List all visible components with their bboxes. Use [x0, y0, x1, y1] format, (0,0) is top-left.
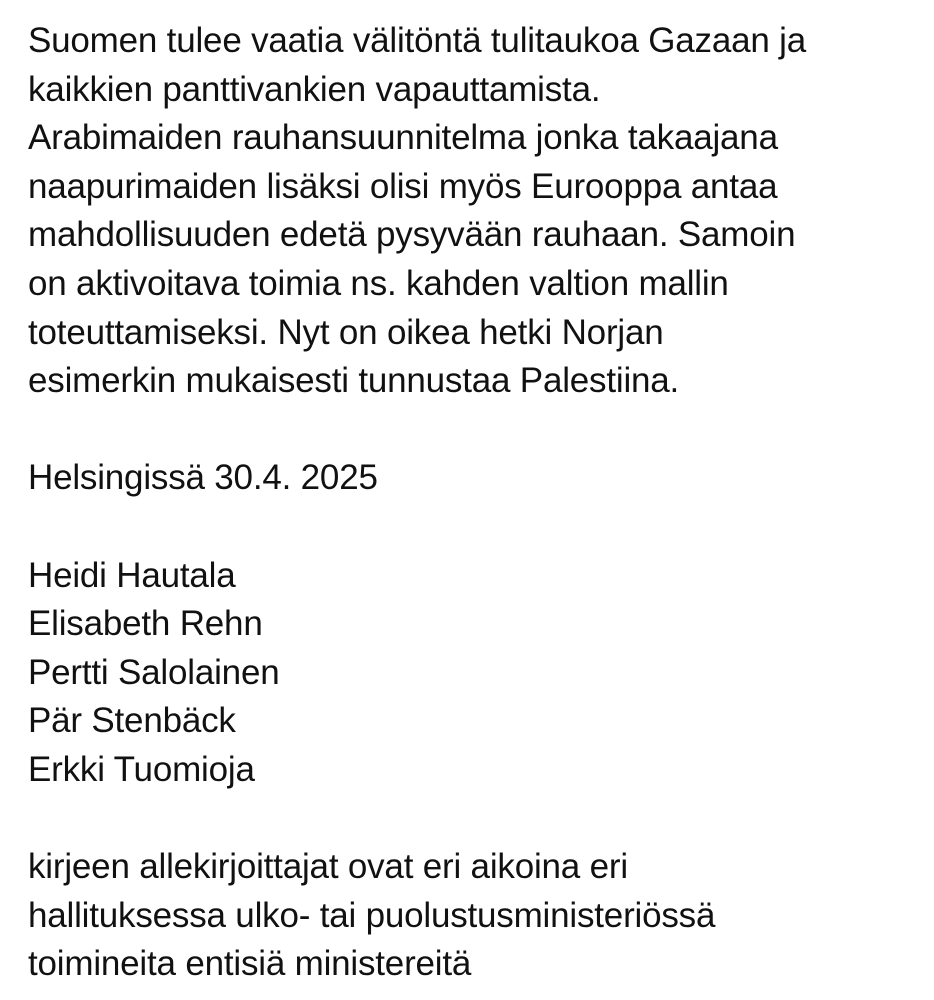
- paragraph-spacer: [28, 406, 928, 455]
- signatory-name: Elisabeth Rehn: [28, 604, 263, 644]
- text-line: on aktivoitava toimia ns. kahden valtion mallin: [28, 263, 729, 303]
- place-and-date: Helsingissä 30.4. 2025: [28, 458, 378, 498]
- paragraph-spacer: [28, 795, 928, 844]
- signatory-list: [28, 552, 928, 795]
- text-line: mahdollisuuden edetä pysyvään rauhaan. Samoin: [28, 215, 796, 255]
- signatory-name: Pertti Salolainen: [28, 652, 280, 692]
- main-paragraph: [28, 17, 928, 406]
- signatory-name: Pär Stenbäck: [28, 701, 236, 741]
- text-line: kirjeen allekirjoittajat ovat eri aikoina eri: [28, 847, 628, 887]
- document-body: [28, 17, 928, 989]
- paragraph-spacer: [28, 503, 928, 552]
- text-line: kaikkien panttivankien vapauttamista.: [28, 69, 601, 109]
- footnote-paragraph: [28, 843, 928, 989]
- signatory-name: Heidi Hautala: [28, 555, 236, 595]
- text-line: toimineita entisiä ministereitä: [28, 944, 472, 984]
- text-line: esimerkin mukaisesti tunnustaa Palestiina.: [28, 361, 680, 401]
- text-line: naapurimaiden lisäksi olisi myös Eurooppa antaa: [28, 166, 778, 206]
- text-line: hallituksessa ulko- tai puolustusministeriössä: [28, 895, 716, 935]
- text-line: toteuttamiseksi. Nyt on oikea hetki Norjan: [28, 312, 664, 352]
- text-line: Arabimaiden rauhansuunnitelma jonka takaajana: [28, 118, 778, 158]
- signatory-name: Erkki Tuomioja: [28, 749, 255, 789]
- text-line: Suomen tulee vaatia välitöntä tulitaukoa Gazaan ja: [28, 21, 807, 60]
